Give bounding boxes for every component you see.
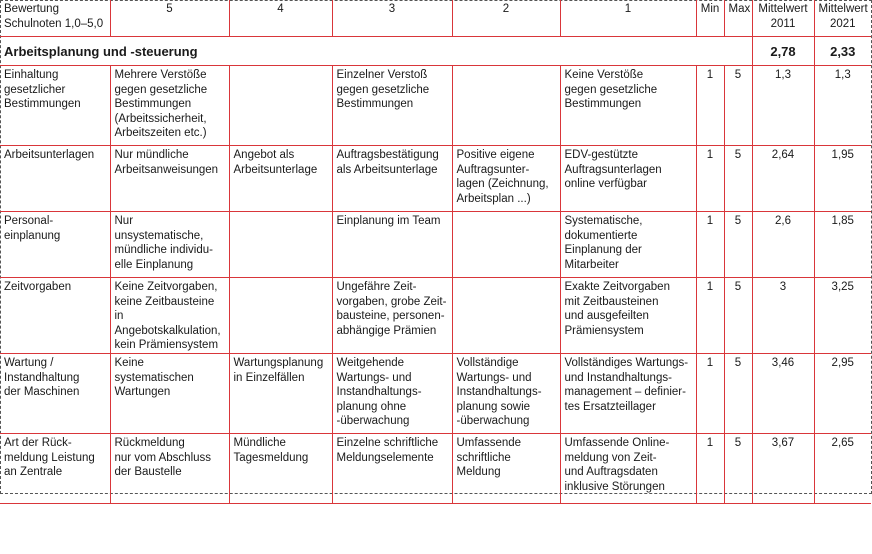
min-cell: 1 <box>696 66 724 146</box>
grade-1-cell: EDV-gestützte Auftragsunterlagen online verfügbar <box>560 146 696 212</box>
row-label: Zeitvorgaben <box>0 278 110 354</box>
mittelwert-2021-cell: 1,3 <box>814 66 871 146</box>
grade-1-cell: Systematische, dokumentierte Einplanung der Mitarbeiter <box>560 212 696 278</box>
grade-5-cell: Keine systematischen Wartungen <box>110 353 229 433</box>
section-title: Arbeitsplanung und -steuerung <box>0 37 752 66</box>
grade-1-cell: Vollständiges Wartungs- und Instandhaltungs- management – definier- tes Ersatzteillager <box>560 353 696 433</box>
grade-2-cell: Vollständige Wartungs- und Instandhaltungs- planung sowie -überwachung <box>452 353 560 433</box>
grade-4-cell: Wartungsplanung in Einzelfällen <box>229 353 332 433</box>
grade-5-cell: Nur unsystematische, mündliche individu- elle Einplanung <box>110 212 229 278</box>
grade-4-cell: Angebot als Arbeitsunterlage <box>229 146 332 212</box>
header-grade-5: 5 <box>110 0 229 37</box>
header-grade-3: 3 <box>332 0 452 37</box>
mittelwert-2021-cell: 2,65 <box>814 433 871 503</box>
mittelwert-2011-cell: 2,6 <box>752 212 814 278</box>
header-bewertung: Bewertung Schulnoten 1,0–5,0 <box>0 0 110 37</box>
max-cell: 5 <box>724 146 752 212</box>
table-row <box>0 66 871 146</box>
grade-2-cell <box>452 66 560 146</box>
mittelwert-2011-cell: 3,46 <box>752 353 814 433</box>
max-cell: 5 <box>724 433 752 503</box>
header-grade-4: 4 <box>229 0 332 37</box>
grade-5-cell: Mehrere Verstöße gegen gesetzliche Bestimmungen (Arbeitssicherheit, Arbeitszeiten etc.) <box>110 66 229 146</box>
grade-2-cell <box>452 278 560 354</box>
max-cell: 5 <box>724 66 752 146</box>
header-row <box>0 0 871 37</box>
grade-1-cell: Exakte Zeitvorgaben mit Zeitbausteinen und ausgefeilten Prämiensystem <box>560 278 696 354</box>
row-label: Art der Rück- meldung Leistung an Zentrale <box>0 433 110 503</box>
row-label: Arbeitsunterlagen <box>0 146 110 212</box>
grade-1-cell: Umfassende Online- meldung von Zeit- und Auftragsdaten inklusive Störungen <box>560 433 696 503</box>
min-cell: 1 <box>696 353 724 433</box>
grade-3-cell: Einzelner Verstoß gegen gesetzliche Bestimmungen <box>332 66 452 146</box>
grade-3-cell: Einzelne schriftliche Meldungselemente <box>332 433 452 503</box>
max-cell: 5 <box>724 353 752 433</box>
grade-5-cell: Keine Zeitvorgaben, keine Zeitbausteine in Angebotskalkulation, kein Prämiensystem <box>110 278 229 354</box>
section-mittelwert-2011: 2,78 <box>752 37 814 66</box>
row-label: Einhaltung gesetzlicher Bestimmungen <box>0 66 110 146</box>
grade-1-cell: Keine Verstöße gegen gesetzliche Bestimmungen <box>560 66 696 146</box>
grade-5-cell: Rückmeldung nur vom Abschluss der Baustelle <box>110 433 229 503</box>
section-row <box>0 37 871 66</box>
min-cell: 1 <box>696 146 724 212</box>
table-row <box>0 278 871 354</box>
grade-4-cell <box>229 66 332 146</box>
grade-4-cell <box>229 212 332 278</box>
mittelwert-2021-cell: 1,85 <box>814 212 871 278</box>
min-cell: 1 <box>696 212 724 278</box>
grade-3-cell: Auftragsbestätigung als Arbeitsunterlage <box>332 146 452 212</box>
mittelwert-2011-cell: 2,64 <box>752 146 814 212</box>
header-grade-1: 1 <box>560 0 696 37</box>
grade-4-cell: Mündliche Tagesmeldung <box>229 433 332 503</box>
table-row <box>0 146 871 212</box>
grade-4-cell <box>229 278 332 354</box>
grade-3-cell: Ungefähre Zeit- vorgaben, grobe Zeit- bausteine, personen- abhängige Prämien <box>332 278 452 354</box>
grade-3-cell: Weitgehende Wartungs- und Instandhaltungs- planung ohne -überwachung <box>332 353 452 433</box>
grade-2-cell: Umfassende schriftliche Meldung <box>452 433 560 503</box>
mittelwert-2011-cell: 3,67 <box>752 433 814 503</box>
header-mittelwert-2021: Mittelwert 2021 <box>814 0 871 37</box>
header-grade-2: 2 <box>452 0 560 37</box>
mittelwert-2021-cell: 2,95 <box>814 353 871 433</box>
section-mittelwert-2021: 2,33 <box>814 37 871 66</box>
grade-3-cell: Einplanung im Team <box>332 212 452 278</box>
table-row <box>0 433 871 503</box>
header-max: Max <box>724 0 752 37</box>
mittelwert-2011-cell: 1,3 <box>752 66 814 146</box>
table-row <box>0 353 871 433</box>
grade-2-cell <box>452 212 560 278</box>
max-cell: 5 <box>724 212 752 278</box>
header-mittelwert-2011: Mittelwert 2011 <box>752 0 814 37</box>
grade-2-cell: Positive eigene Auftragsunter- lagen (Zeichnung, Arbeitsplan ...) <box>452 146 560 212</box>
max-cell: 5 <box>724 278 752 354</box>
min-cell: 1 <box>696 433 724 503</box>
table-row <box>0 212 871 278</box>
mittelwert-2021-cell: 3,25 <box>814 278 871 354</box>
min-cell: 1 <box>696 278 724 354</box>
header-min: Min <box>696 0 724 37</box>
grade-5-cell: Nur mündliche Arbeitsanweisungen <box>110 146 229 212</box>
mittelwert-2021-cell: 1,95 <box>814 146 871 212</box>
row-label: Personal- einplanung <box>0 212 110 278</box>
mittelwert-2011-cell: 3 <box>752 278 814 354</box>
row-label: Wartung / Instandhaltung der Maschinen <box>0 353 110 433</box>
